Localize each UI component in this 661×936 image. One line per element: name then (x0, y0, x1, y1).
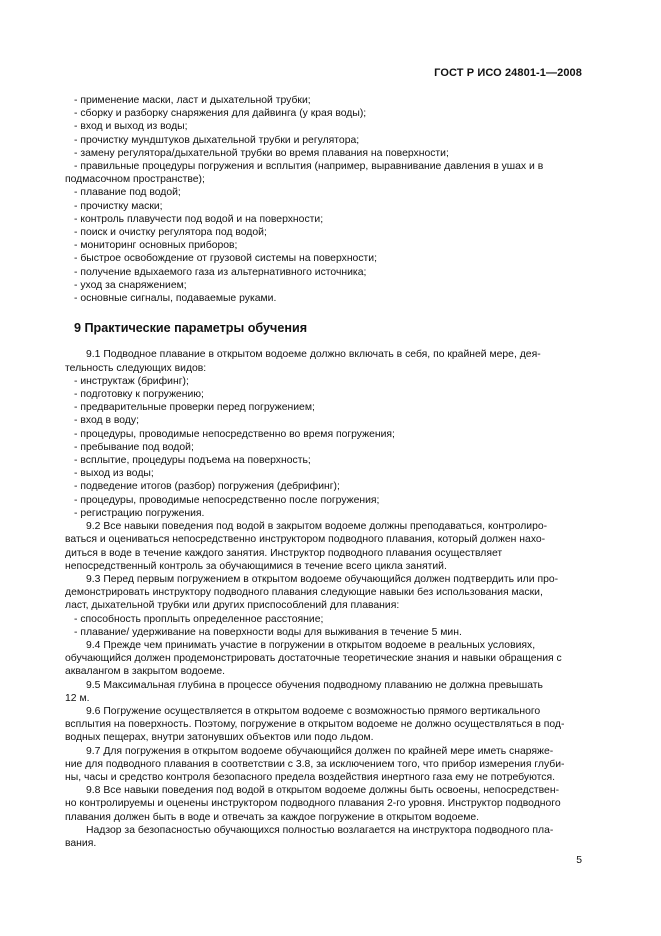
list-item: - быстрое освобождение от грузовой системы на поверхности; (74, 253, 377, 265)
paragraph-line: ние для подводного плавания в соответствии с 3.8, за исключением того, что прибор измерения глуби- (65, 758, 565, 770)
skills-list (65, 94, 584, 305)
list-item: - сборку и разборку снаряжения для дайвинга (у края воды); (74, 108, 367, 120)
paragraph-line: ны, часы и средство контроля безопасного предела воздействия инертного газа ему не потребуются. (65, 771, 556, 783)
paragraph-line: ласт, дыхательной трубки или других приспособлений для плавания: (65, 600, 400, 612)
list-item: - вход в воду; (74, 415, 139, 427)
paragraph-line: 9.3 Перед первым погружением в открытом водоеме обучающийся должен подтвердить или про- (86, 573, 559, 585)
list-item: - мониторинг основных приборов; (74, 240, 238, 252)
paragraph-line: 9.6 Погружение осуществляется в открытом водоеме с возможностью прямого вертикального (86, 705, 541, 717)
list-item: - подведение итогов (разбор) погружения (дебрифинг); (74, 481, 340, 493)
document-body (65, 94, 584, 850)
paragraph-9-8 (65, 784, 584, 824)
paragraph-9-2 (65, 520, 584, 573)
paragraph-line: диться в воде в течение каждого занятия. Инструктор подводного плавания осуществляет (65, 547, 503, 559)
list-item: - подготовку к погружению; (74, 389, 204, 401)
page-number: 5 (576, 855, 582, 866)
list-item: - правильные процедуры погружения и всплытия (например, выравнивание давления в ушах и в (74, 161, 544, 173)
paragraph-line: плавания должен быть в воде и отвечать за каждое погружение в открытом водоеме. (65, 811, 480, 823)
paragraph-line: но контролируемы и оценены инструктором подводного плавания 2-го уровня. Инструктор подводного (65, 798, 561, 810)
paragraph-9-6 (65, 705, 584, 745)
list-item: - предварительные проверки перед погружением; (74, 402, 315, 414)
activities-list (65, 375, 584, 520)
document-header: ГОСТ Р ИСО 24801-1—2008 (434, 67, 582, 79)
paragraph-line: всплытия на поверхность. Поэтому, погружение в открытом водоеме не должно осуществляться в под- (65, 719, 565, 731)
list-item: - вход и выход из воды; (74, 121, 188, 133)
paragraph-9-4 (65, 639, 584, 679)
list-item: - плавание/ удерживание на поверхности воды для выживания в течение 5 мин. (74, 626, 462, 638)
paragraph-9-7 (65, 745, 584, 785)
list-item: - пребывание под водой; (74, 441, 194, 453)
section-heading: 9 Практические параметры обучения (74, 321, 308, 336)
paragraph-9-1 (65, 348, 584, 374)
list-item: - контроль плавучести под водой и на поверхности; (74, 213, 324, 225)
paragraph-line: 9.4 Прежде чем принимать участие в погружении в открытом водоеме в реальных условиях, (86, 639, 536, 651)
list-item-continuation: подмасочном пространстве); (65, 174, 205, 186)
paragraph-line: тельность следующих видов: (65, 362, 207, 374)
list-item: - поиск и очистку регулятора под водой; (74, 227, 267, 239)
list-item: - инструктаж (брифинг); (74, 375, 189, 387)
paragraph-line: аквалангом в закрытом водоеме. (65, 666, 226, 678)
paragraph-line: непосредственный контроль за обучающимися в течение всего цикла занятий. (65, 560, 447, 572)
paragraph-line: ваться и оцениваться непосредственно инструктором подводного плавания, который должен нахо- (65, 534, 546, 546)
paragraph-line: 12 м. (65, 692, 90, 704)
list-item: - процедуры, проводимые непосредственно во время погружения; (74, 428, 395, 440)
list-item: - получение вдыхаемого газа из альтернативного источника; (74, 266, 367, 278)
paragraph-line: водных пещерах, внутри затонувших объектов или подо льдом. (65, 732, 374, 744)
list-item: - основные сигналы, подаваемые руками. (74, 293, 277, 305)
paragraph-line: Надзор за безопасностью обучающихся полностью возлагается на инструктора подводного пла- (86, 824, 554, 836)
list-item: - регистрацию погружения. (74, 507, 205, 519)
paragraph-line: 9.7 Для погружения в открытом водоеме обучающийся должен по крайней мере иметь снаряже- (86, 745, 554, 757)
list-item: - уход за снаряжением; (74, 279, 187, 291)
paragraph-9-3 (65, 573, 584, 613)
paragraph-9-5 (65, 679, 584, 705)
paragraph-line: вания. (65, 837, 97, 849)
list-item: - прочистку маски; (74, 200, 163, 212)
paragraph-line: 9.1 Подводное плавание в открытом водоеме должно включать в себя, по крайней мере, дея- (86, 349, 541, 361)
list-item: - выход из воды; (74, 468, 154, 480)
list-item: - замену регулятора/дыхательной трубки во время плавания на поверхности; (74, 147, 449, 159)
paragraph-line: обучающийся должен продемонстрировать достаточные теоретические знания и навыки обращения с (65, 653, 562, 665)
paragraph-line: 9.2 Все навыки поведения под водой в закрытом водоеме должны преподаваться, контролиро- (86, 521, 548, 533)
paragraph-safety (65, 824, 584, 850)
list-item: - прочистку мундштуков дыхательной трубки и регулятора; (74, 134, 360, 146)
list-item: - процедуры, проводимые непосредственно после погружения; (74, 494, 380, 506)
paragraph-line: 9.8 Все навыки поведения под водой в открытом водоеме должны быть освоены, непосредствен- (86, 785, 560, 797)
list-item: - всплытие, процедуры подъема на поверхность; (74, 455, 311, 467)
list-item: - способность проплыть определенное расстояние; (74, 613, 324, 625)
swimming-skills-list (65, 613, 584, 639)
list-item: - применение маски, ласт и дыхательной трубки; (74, 95, 311, 106)
list-item: - плавание под водой; (74, 187, 181, 199)
paragraph-line: демонстрировать инструктору подводного плавания следующие навыки без использования маски, (65, 587, 543, 599)
paragraph-line: 9.5 Максимальная глубина в процессе обучения подводному плаванию не должна превышать (86, 679, 543, 691)
